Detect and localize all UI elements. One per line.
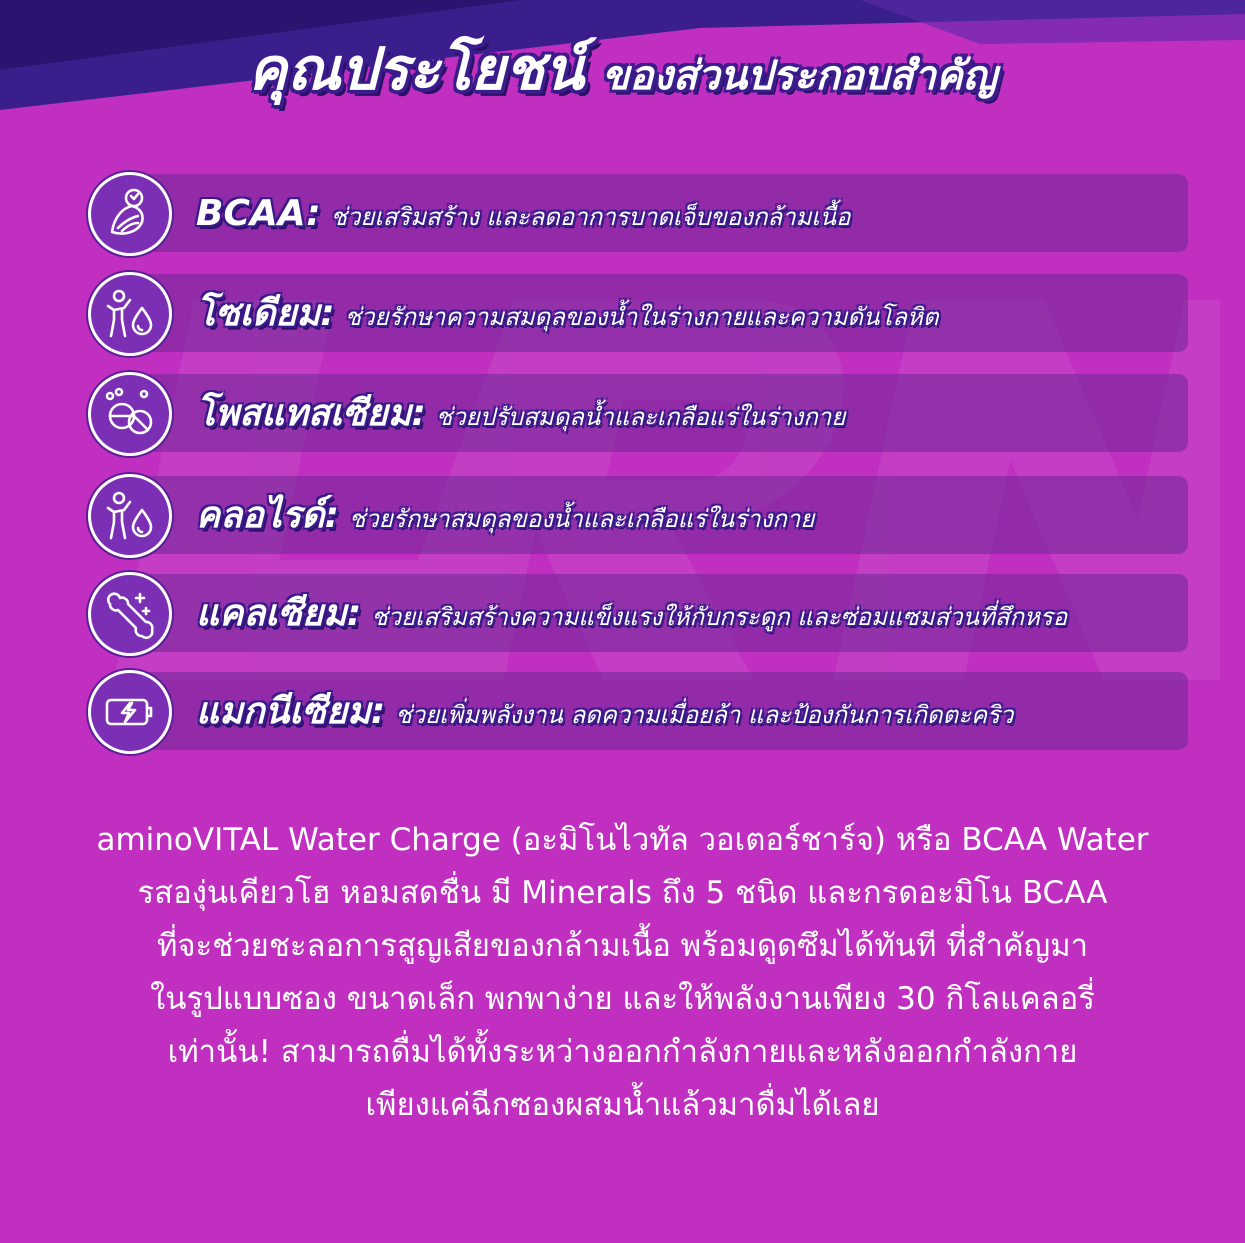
icon-badge [88,670,172,754]
benefit-row-sodium [88,272,1188,356]
icon-badge [88,572,172,656]
headline-main: คุณประโยชน์ [248,35,585,103]
benefit-row-magnesium [88,670,1188,754]
benefit-term: โพสแทสเซียม: [196,393,426,434]
description-line: ในรูปแบบซอง ขนาดเล็ก พกพาง่าย และให้พลังงานเพียง 30 กิโลแคลอรี่ [150,981,1095,1017]
person-water-drop-icon [102,286,158,342]
benefit-text [196,670,1013,754]
benefit-desc: ช่วยรักษาสมดุลของน้ำและเกลือแร่ในร่างกาย [348,505,815,533]
icon-badge [88,474,172,558]
benefit-term: แคลเซียม: [196,593,362,634]
benefit-desc: ช่วยเสริมสร้างความแข็งแรงให้กับกระดูก และซ่อมแซมส่วนที่สึกหรอ [371,603,1068,631]
description-line: เท่านั้น! สามารถดื่มได้ทั้งระหว่างออกกำลังกายและหลังออกกำลังกาย [167,1034,1078,1070]
benefit-row-potassium [88,372,1188,456]
benefit-desc: ช่วยปรับสมดุลน้ำและเกลือแร่ในร่างกาย [435,403,846,431]
benefit-term: แมกนีเซียม: [196,691,386,732]
benefit-row-bcaa [88,172,1188,256]
benefit-desc: ช่วยเสริมสร้าง และลดอาการบาดเจ็บของกล้ามเนื้อ [330,203,851,231]
benefit-term: BCAA: [196,193,321,234]
icon-badge [88,272,172,356]
benefit-text [196,372,845,456]
description-line: รสองุ่นเคียวโฮ หอมสดชื่น มี Minerals ถึง 5 ชนิด และกรดอะมิโน BCAA [137,875,1108,911]
benefit-term: คลอไรด์: [196,495,339,536]
benefit-desc: ช่วยรักษาความสมดุลของน้ำในร่างกายและความดันโลหิต [344,303,939,331]
benefit-term: โซเดียม: [196,293,335,334]
benefit-text [196,272,938,356]
benefit-text [196,172,850,256]
description-line: เพียงแค่ฉีกซองผสมน้ำแล้วมาดื่มได้เลย [365,1087,880,1123]
icon-badge [88,172,172,256]
description-line: aminoVITAL Water Charge (อะมิโนไวทัล วอเตอร์ชาร์จ) หรือ BCAA Water [96,822,1149,858]
icon-badge [88,372,172,456]
description-line: ที่จะช่วยชะลอการสูญเสียของกล้ามเนื้อ พร้อมดูดซึมได้ทันที ที่สำคัญมา [156,928,1089,964]
benefit-row-chloride [88,474,1188,558]
bone-icon [102,586,158,642]
benefit-desc: ช่วยเพิ่มพลังงาน ลดความเมื่อยล้า และป้องกันการเกิดตะคริว [395,701,1014,729]
benefit-text [196,572,1067,656]
headline-sub: ของส่วนประกอบสำคัญ [602,53,997,99]
mineral-capsule-icon [102,386,158,442]
battery-charge-icon [102,684,158,740]
person-water-drop-icon [102,488,158,544]
benefit-text [196,474,814,558]
benefit-row-calcium [88,572,1188,656]
product-description [20,814,1225,1132]
muscle-icon [102,186,158,242]
